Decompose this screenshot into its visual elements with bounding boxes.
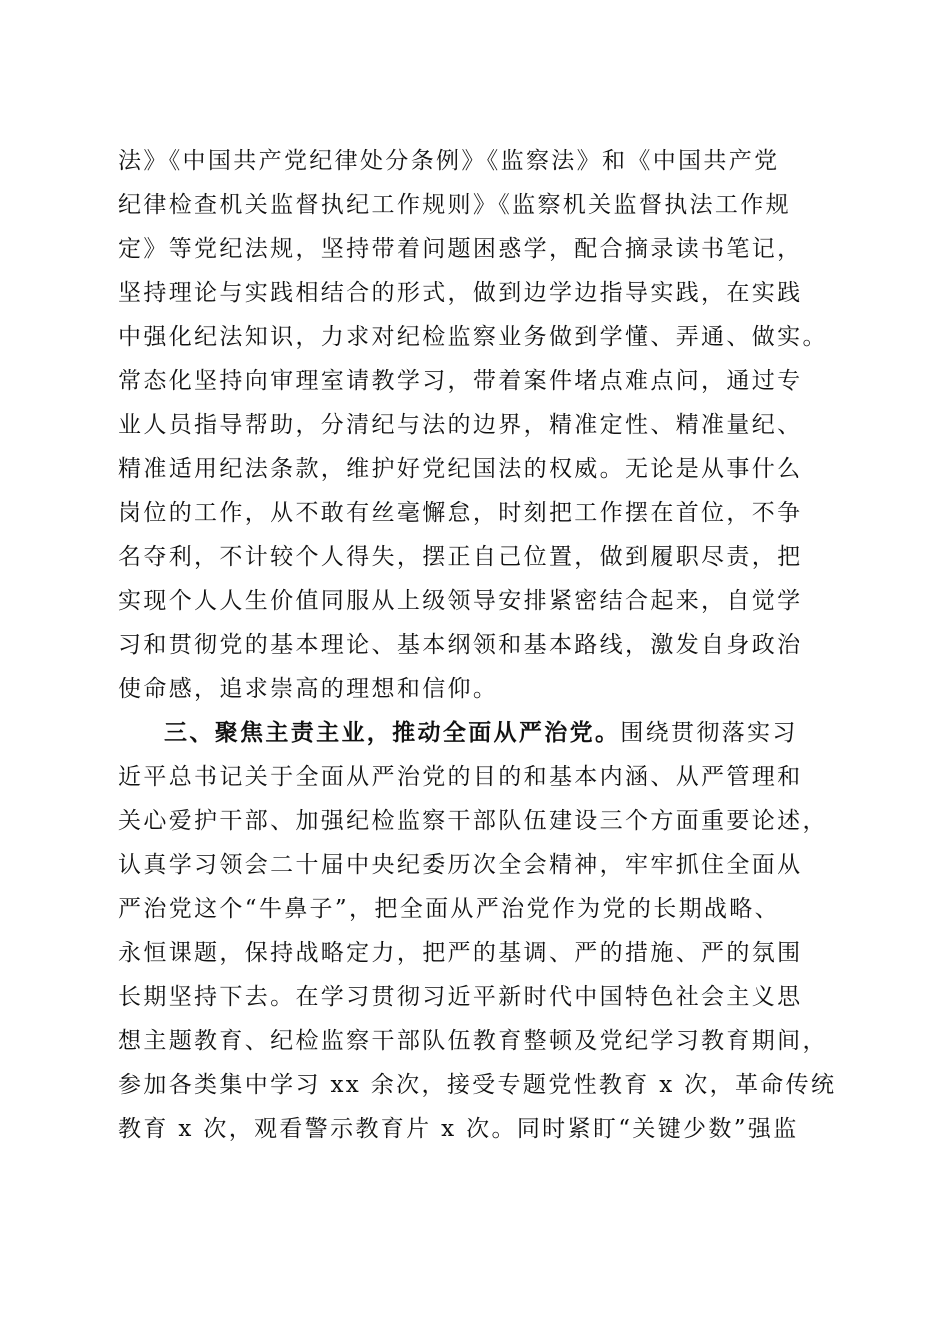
text-line: 岗位的工作，从不敢有丝毫懈怠，时刻把工作摆在首位，不争 <box>118 500 803 526</box>
text-line: 实现个人人生价值同服从上级领导安排紧密结合起来，自觉学 <box>118 588 803 614</box>
text-line: 严治党这个“牛鼻子”，把全面从严治党作为党的长期战略、 <box>118 896 780 922</box>
text-line: 参加各类集中学习 xx 余次，接受专题党性教育 x 次，革命传统 <box>118 1072 837 1098</box>
text-line: 精准适用纪法条款，维护好党纪国法的权威。无论是从事什么 <box>118 456 803 482</box>
text-line: 永恒课题，保持战略定力，把严的基调、严的措施、严的氛围 <box>118 940 803 966</box>
text-line: 想主题教育、纪检监察干部队伍教育整顿及党纪学习教育期间， <box>118 1028 828 1054</box>
text-line: 关心爱护干部、加强纪检监察干部队伍建设三个方面重要论述， <box>118 808 828 834</box>
text-line: 教育 x 次，观看警示教育片 x 次。同时紧盯“关键少数”强监 <box>118 1116 799 1142</box>
text-line: 中强化纪法知识，力求对纪检监察业务做到学懂、弄通、做实。 <box>118 324 828 350</box>
text-line: 常态化坚持向审理室请教学习，带着案件堵点难点问，通过专 <box>118 368 803 394</box>
text-line: 坚持理论与实践相结合的形式，做到边学边指导实践，在实践 <box>118 280 803 306</box>
text-line: 习和贯彻党的基本理论、基本纲领和基本路线，激发自身政治 <box>118 632 803 658</box>
text-line: 近平总书记关于全面从严治党的目的和基本内涵、从严管理和 <box>118 764 803 790</box>
text-line: 法》《中国共产党纪律处分条例》《监察法》和《中国共产党 <box>118 148 780 174</box>
text-line: 使命感，追求崇高的理想和信仰。 <box>118 676 499 702</box>
text-line: 纪律检查机关监督执纪工作规则》《监察机关监督执法工作规 <box>118 192 791 218</box>
section-heading: 三、聚焦主责主业，推动全面从严治党。 <box>164 720 621 746</box>
text-line: 长期坚持下去。在学习贯彻习近平新时代中国特色社会主义思 <box>118 984 803 1010</box>
text-line: 定》等党纪法规，坚持带着问题困惑学，配合摘录读书笔记， <box>118 236 803 262</box>
section-first-line <box>164 718 884 748</box>
section-first-line-text: 围绕贯彻落实习 <box>620 720 798 746</box>
text-line: 名夺利，不计较个人得失，摆正自己位置，做到履职尽责，把 <box>118 544 803 570</box>
text-line: 业人员指导帮助，分清纪与法的边界，精准定性、精准量纪、 <box>118 412 803 438</box>
text-line: 认真学习领会二十届中央纪委历次全会精神，牢牢抓住全面从 <box>118 852 803 878</box>
